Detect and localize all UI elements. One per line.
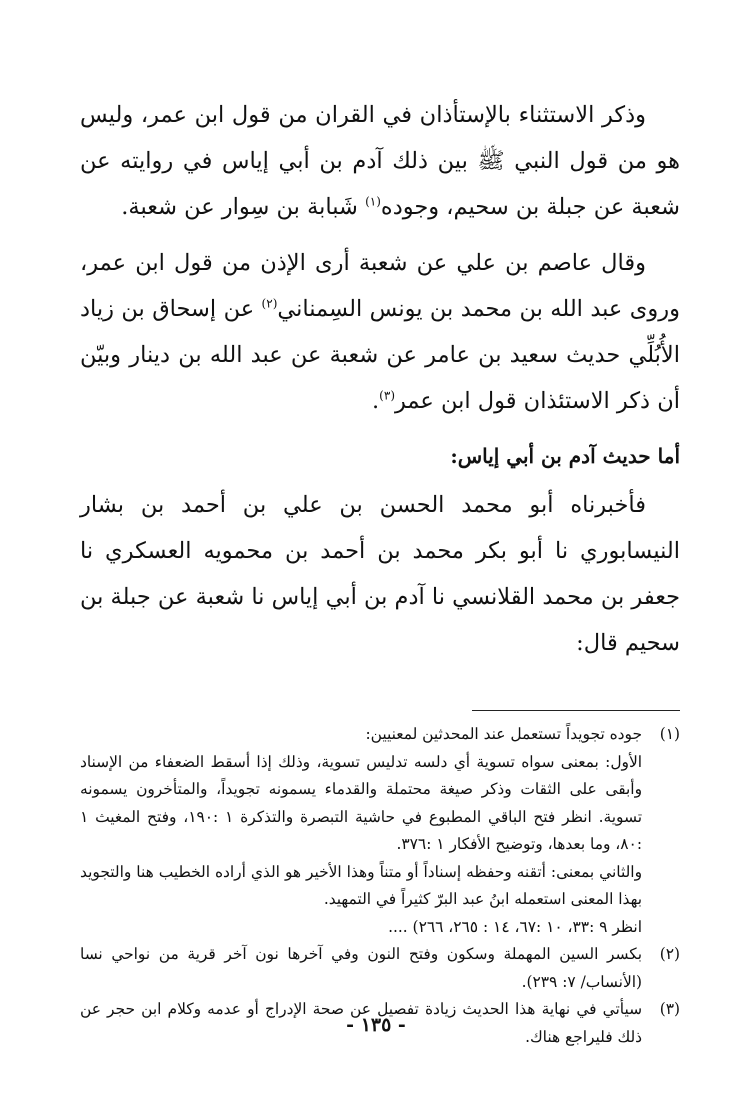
section-heading: أما حديث آدم بن أبي إياس: (450, 444, 680, 468)
footnote-line: جوده تجويداً تستعمل عند المحدثين لمعنيين: (365, 725, 642, 743)
paragraph-2-text: وقال عاصم بن علي عن شعبة أرى الإذن من قول ابن عمر، وروى عبد الله بن محمد بن يونس السِمناني (80, 250, 680, 322)
footnote-line: والثاني بمعنى: أتقنه وحفظه إسناداً أو متناً وهذا الأخير هو الذي أراده الخطيب هنا والتجويد بهذا المعنى استعمله ابنُ عبد البرّ كثيراً في التمهيد. (80, 862, 642, 908)
page-number: - ١٣٥ - (346, 1014, 406, 1036)
footnote-line: بكسر السين المهملة وسكون وفتح النون وفي آخرها نون آخر قرية من نواحي نسا (الأنساب/ ٧: ٢٣٩). (80, 945, 642, 991)
footnotes (80, 721, 680, 1051)
footnote-ref-3: (٣) (379, 388, 395, 403)
footnote-2 (80, 941, 680, 996)
footnote-divider (472, 710, 680, 711)
paragraph-3: فأخبرناه أبو محمد الحسن بن علي بن أحمد بن بشار النيسابوري نا أبو بكر محمد بن أحمد بن محمويه العسكري نا جعفر بن محمد القلانسي نا آدم بن أبي إياس نا شعبة عن جبلة بن سحيم قال: (80, 492, 680, 656)
footnote-body (80, 721, 642, 941)
footnote-number: (١) (659, 725, 680, 743)
footnote-1 (80, 721, 680, 941)
paragraph-1 (80, 92, 680, 230)
paragraph-1-text: وذكر الاستثناء بالإستأذان في القران من قول ابن عمر، وليس هو من قول النبي ﷺ بين ذلك آدم بن أبي إياس في روايته عن شعبة عن جبلة بن سحيم، وجوده (80, 102, 680, 220)
footnote-number: (٢) (659, 945, 680, 963)
page-content (80, 92, 680, 1051)
footnote-ref-2: (٢) (261, 296, 278, 311)
paragraph-2 (80, 240, 680, 424)
paragraph-2-text-middle: عن إسحاق بن زياد الأُبُلِّي حديث سعيد بن عامر عن شعبة عن عبد الله بن دينار وبيّن أن ذكر الاستئذان قول ابن عمر (80, 296, 680, 414)
footnote-body (80, 941, 642, 996)
footnote-ref-1: (١) (365, 194, 381, 209)
paragraph-1-text-end: شَبابة بن سِوار عن شعبة. (121, 194, 366, 220)
footnote-line: انظر ٩ :٣٣، ١٠ :٦٧، ١٤ : ٢٦٥، ٢٦٦) .... (388, 917, 642, 936)
paragraph-2-text-end: . (372, 388, 380, 414)
footnote-line: سيأتي في نهاية هذا الحديث زيادة تفصيل عن صحة الإدراج أو عدمه وكلام ابن حجر عن ذلك فليراجع هناك. (80, 1000, 642, 1046)
footnote-number: (٣) (659, 1000, 680, 1018)
footnote-line: الأول: بمعنى سواه تسوية أي دلسه تدليس تسوية، وذلك إذا أسقط الضعفاء من الإسناد وأبقى على الثقات وذكر صيغة محتملة والقدماء يسمونه تجويداً، والمتأخرون يسمونه تسوية. انظر فتح الباقي المطبوع في حاشية التبصرة والتذكرة ١ :١٩٠، وفتح المغيث ١ :٨٠، وما بعدها، وتوضيح الأفكار ١ :٣٧٦. (80, 752, 643, 853)
